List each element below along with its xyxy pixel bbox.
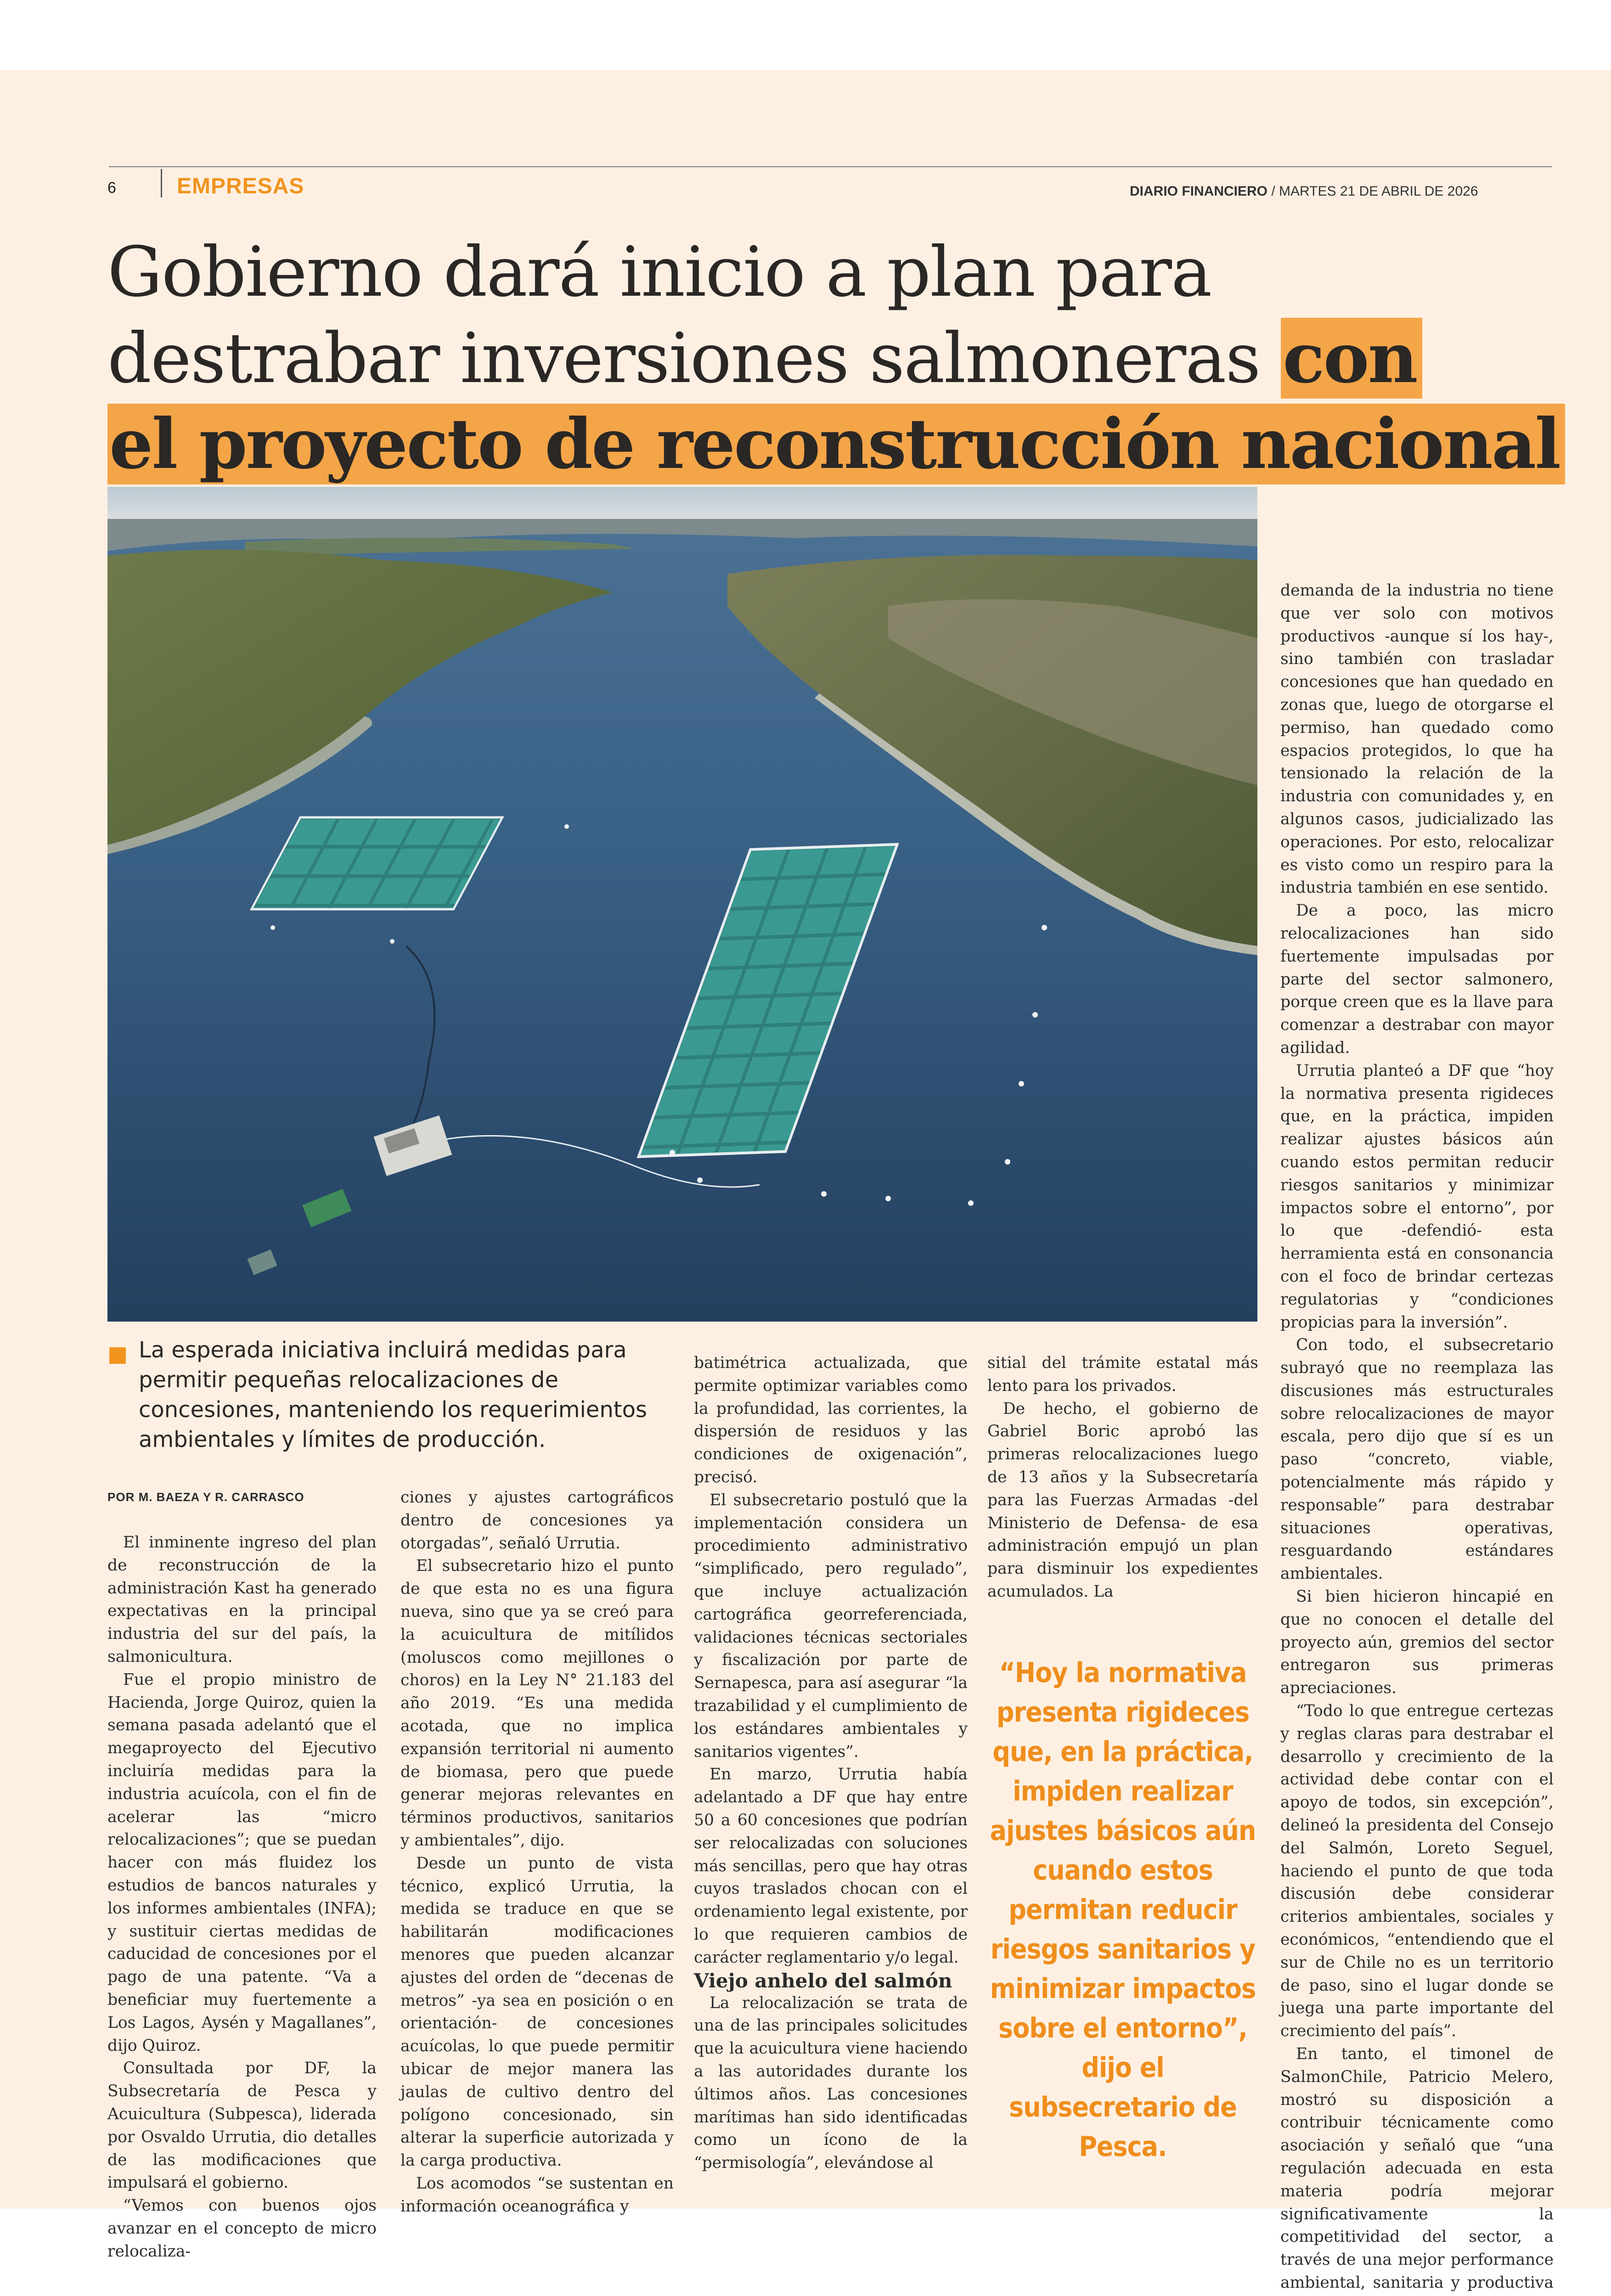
headline-line-3 — [107, 401, 1560, 487]
headline-highlight-start: con — [1281, 318, 1422, 399]
paragraph: sitial del trámite estatal más lento para los privados. — [987, 1354, 1258, 1395]
pull-quote: “Hoy la normativa presenta rigideces que, en la práctica, impiden realizar ajustes básicos aún cuando estos permitan reducir riesgos sanitarios y minimizar impactos sobre el entorno”, dijo el subsecretario de Pesca. — [990, 1657, 1256, 2163]
paragraph: De a poco, las micro relocalizaciones han sido fuertemente impulsadas por parte del sector salmonero, porque creen que es la llave para comenzar a destrabar con mayor agilidad. — [1280, 901, 1554, 1057]
paragraph: “Todo lo que entregue certezas y reglas claras para destrabar el desarrollo y crecimiento de la actividad debe contar con el apoyo de todos, sin excepción”, delineó la presidenta del Consejo del Salmón, Loreto Seguel, haciendo el punto de que toda discusión debe considerar criterios ambientales, sociales y económicos, “entendiendo que el sur de Chile no es un territorio de paso, sino el lugar donde se juega una parte importante del crecimiento del país”. — [1280, 1702, 1554, 2041]
paragraph: De hecho, el gobierno de Gabriel Boric aprobó las primeras relocalizaciones luego de 13 años y la Subsecretaría para las Fuerzas Armadas -del Ministerio de Defensa- de esa administración empujó un plan para disminuir los expedientes acumulados. La — [987, 1399, 1258, 1601]
paragraph: Desde un punto de vista técnico, explicó Urrutia, la medida se traduce en que se habilitarán modificaciones menores que pueden alcanzar ajustes del orden de “decenas de metros” -ya sea en posición o en orientación- de concesiones acuícolas, lo que puede permitir ubicar de mejor manera las jaulas de cultivo dentro del polígono concesionado, sin alterar la superficie autorizada y la carga productiva. — [400, 1854, 674, 2170]
aerial-photo-salmon-farm — [107, 487, 1257, 1322]
paragraph: Si bien hicieron hincapié en que no conocen el detalle del proyecto aún, gremios del sector entregaron sus primeras apreciaciones. — [1280, 1587, 1554, 1698]
article-lead: La esperada iniciativa incluirá medidas para permitir pequeñas relocalizaciones de concesiones, manteniendo los requerimientos ambientales y límites de producción. — [139, 1337, 647, 1452]
byline: POR M. BAEZA Y R. CARRASCO — [107, 1490, 304, 1504]
paragraph: “Vemos con buenos ojos avanzar en el concepto de micro relocaliza- — [107, 2196, 377, 2261]
paragraph: En tanto, el timonel de SalmonChile, Patricio Melero, mostró su disposición a contribuir técnicamente como asociación y señaló que “una regulación adecuada en esta materia podría mejorar significativamente la competitividad del sector, a través de una mejor performance ambiental, sanitaria y productiva — [1280, 2045, 1554, 2292]
paragraph: Consultada por DF, la Subsecretaría de Pesca y Acuicultura (Subpesca), liderada por Osvaldo Urrutia, dio detalles de las modificaciones que impulsará el gobierno. — [107, 2059, 377, 2192]
lead-bullet — [109, 1347, 126, 1364]
paragraph: La relocalización se trata de una de las principales solicitudes que la acuicultura viene haciendo a las autoridades durante los últimos años. Las concesiones marítimas han sido identificadas como un ícono de la “permisología”, elevándose al — [694, 1993, 968, 2172]
paragraph: En marzo, Urrutia había adelantado a DF que hay entre 50 a 60 concesiones que podrían ser relocalizadas con soluciones más sencillas, pero que hay otras cuyos traslados chocan con el ordenamiento legal existente, por lo que requieren cambios de carácter reglamentario y/o legal. — [694, 1765, 968, 1967]
body-column-2 — [400, 1486, 674, 2218]
publication-date: / MARTES 21 DE ABRIL DE 2026 — [1271, 184, 1478, 199]
paragraph: Los acomodos “se sustentan en información oceanográfica y — [400, 2174, 674, 2216]
publication-name: DIARIO FINANCIERO — [1130, 184, 1267, 199]
dateline — [1130, 184, 1478, 199]
page-number: 6 — [107, 179, 116, 197]
headline-line-1: Gobierno dará inicio a plan para — [107, 232, 1211, 312]
paragraph: batimétrica actualizada, que permite optimizar variables como la profundidad, las corrientes, la dispersión de residuos y las condiciones de oxigenación”, precisó. — [694, 1354, 968, 1486]
paragraph: El inminente ingreso del plan de reconstrucción de la administración Kast ha generado expectativas en la principal industria del sur del país, la salmonicultura. — [107, 1533, 377, 1666]
paragraph: Urrutia planteó a DF que “hoy la normativa presenta rigideces que, en la práctica, impiden realizar ajustes básicos aún cuando estos permitan reducir riesgos sanitarios y minimizar impactos sobre el entorno”, por lo que -defendió- esta herramienta está en consonancia con el foco de brindar certezas regulatorias y “condiciones propicias para la inversión”. — [1280, 1061, 1554, 1332]
subheading: Viejo anhelo del salmón — [694, 1969, 952, 1992]
headline — [107, 230, 1560, 487]
paragraph: El subsecretario hizo el punto de que esta no es una figura nueva, sino que ya se creó para la acuicultura de mitílidos (moluscos como mejillones o choros) en la Ley N° 21.183 del año 2019. “Es una medida acotada, que no implica expansión territorial ni aumento de biomasa, pero que puede generar mejoras relevantes en términos productivos, sanitarios y ambientales”, dijo. — [400, 1557, 674, 1850]
body-column-5 — [1280, 580, 1554, 2296]
paragraph: El subsecretario postuló que la implementación considera un procedimiento administrativo “simplificado, pero regulado”, que incluye actualización cartográfica georreferenciada, validaciones técnicas sectoriales y fiscalización por parte de Sernapesca, para así asegurar “la trazabilidad y el cumplimiento de los estándares ambientales y sanitarios vigentes”. — [694, 1491, 968, 1761]
headline-highlight: el proyecto de reconstrucción nacional — [107, 404, 1565, 484]
body-column-1 — [107, 1531, 377, 2263]
paragraph: ciones y ajustes cartográficos dentro de concesiones ya otorgadas”, señaló Urrutia. — [400, 1488, 674, 1553]
body-column-3 — [694, 1352, 968, 2175]
paragraph: demanda de la industria no tiene que ver solo con motivos productivos -aunque sí los hay-, sino también con trasladar concesiones que han quedado en zonas que, luego de otorgarse el permiso, han quedado como espacios protegidos, lo que ha tensionado la relación de la industria con comunidades y, en algunos casos, judicializado las operaciones. Por esto, relocalizar es visto como un respiro para la industria también en ese sentido. — [1280, 581, 1554, 897]
paragraph: Fue el propio ministro de Hacienda, Jorge Quiroz, quien la semana pasada adelantó que el megaproyecto del Ejecutivo incluiría medidas para la industria acuícola, con el fin de acelerar las “micro relocalizaciones”; que se puedan hacer con más fluidez los estudios de bancos naturales y los informes ambientales (INFA); y sustituir ciertas medidas de caducidad de concesiones por el pago de una patente. “Va a beneficiar muy fuertemente a Los Lagos, Aysén y Magallanes”, dijo Quiroz. — [107, 1670, 377, 2055]
paragraph: Con todo, el subsecretario subrayó que no reemplaza las discusiones más estructurales sobre relocalizaciones de mayor escala, pero dijo que sí es un paso “concreto, viable, potencialmente más rápido y responsable” para destrabar situaciones operativas, resguardando estándares ambientales. — [1280, 1336, 1554, 1583]
header-rule — [109, 166, 1552, 167]
headline-line-2 — [107, 315, 1531, 401]
headline-line-2-plain: destrabar inversiones salmoneras — [107, 319, 1281, 399]
body-column-4 — [987, 1352, 1258, 1604]
section-label: EMPRESAS — [177, 174, 304, 198]
header-divider — [161, 169, 162, 197]
